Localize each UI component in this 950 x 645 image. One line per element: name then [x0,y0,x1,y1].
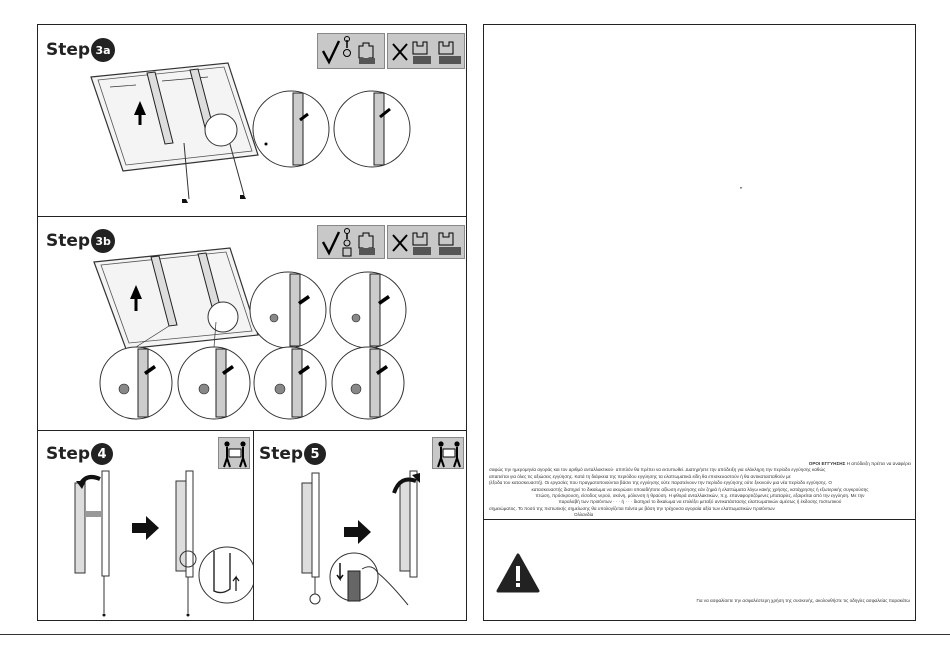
warranty-line: Ολλανδία [574,512,594,518]
warranty-line: κατασκευαστής διατηρεί το δικαίωμα να ακυρώσει οποιαδήποτε αξίωση εγγύησης εάν ζημιά ή ελαττώματα λόγω κακής χρήσης, κατάχρησης ή εξωτερικής συγκρούσης [531,486,869,492]
step-number-badge: 3b [91,229,115,253]
warning-triangle-icon [496,553,540,593]
step-5-panel [253,430,467,621]
warranty-heading: ΟΡΟΙ ΕΓΓΥΗΣΗΣ [808,461,846,466]
warranty-line: Η απόδειξη πρέπει να αναφέρει [846,461,911,466]
step-word: Step [259,444,304,464]
step-4-illustration [38,431,255,622]
warranty-panel [483,24,916,520]
warranty-line: σαφώς την ημερομηνία αγοράς και τον αριθμό ανταλλακτικού· απιπλόν θα πρέπει να εκτυπωθεί. Διατηρήστε την απόδειξη για ολόκληρη την περίοδο εγγύησης καθώς [489,467,826,473]
warranty-line: πτώση, πρόσκρουση, είσοδος νερού, σκόνη, μόλυνση ή θραύση. Η φθορά ανταλλακτικών, π.χ. επαναφορτιζόμενες μπαταρίες, εξαιρείται από την εγγύηση. Με την [535,493,865,499]
step-word: Step [46,231,91,251]
step-word: Step [46,444,91,464]
step-3b-panel [37,216,467,431]
step-3a-panel [37,24,467,217]
warranty-line: απαιτείται για όλες τις αξιώσεις εγγύησης. Κατά τη διάρκεια της περιόδου εγγύησης τα ελαττωματικά είδη θα επισκευαστούν ή θα αντικατασταθούν με [489,473,791,479]
step-4-panel [37,430,254,621]
step-number-badge: 4 [91,443,113,465]
step-3a-illustration [38,25,468,218]
warranty-line: (έξοδα του κατασκευαστή). Οι εργασίες που πραγματοποιούνται βάσει της εγγύησης ούτε παρατείνουν την περίοδο εγγύησης ούτε ξεκινούν μια νέα περίοδο εγγύησης. Ο [489,480,832,486]
page-bottom-rule [0,634,950,635]
warranty-line: παραλαβή των προϊόντων · · · ή · · · διατηρεί το δικαίωμα να επιλέξει μεταξύ αντικατάστασης ελαττωματικών αμέσως ή έκδοσης πιστωτικού [558,499,842,505]
safety-text: Για να ασφαλίσετε την ασφαλέστερη χρήση της συσκευής, ακολουθήστε τις οδηγίες ασφαλείας παρακάτω [696,598,910,603]
warranty-text [489,461,911,519]
warranty-line: σημειώματος. Το ποσό της πιστωτικής σημείωσης θα υπολογίζεται πάντα με βάση την τρέχουσα αγοραία αξία των ελαττωματικών προϊόντων [489,505,775,511]
stray-mark: ” [740,187,743,194]
step-number-badge: 5 [304,443,326,465]
step-3b-illustration [38,217,468,432]
step-word: Step [46,40,91,60]
step-number-badge: 3a [91,38,115,62]
safety-panel [483,519,916,621]
step-5-illustration [254,431,468,622]
